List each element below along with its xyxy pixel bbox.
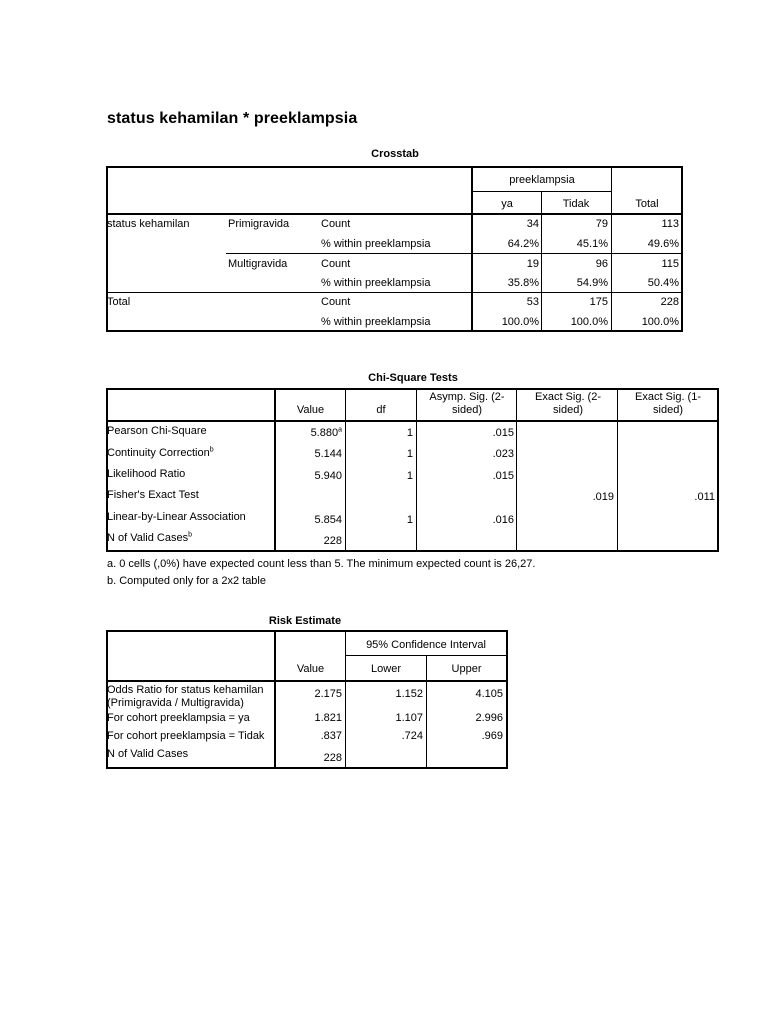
cell-value: 100.0% — [641, 316, 679, 328]
col-group-header: preeklampsia — [509, 174, 575, 186]
risk-label: N of Valid Cases — [107, 748, 189, 760]
cell-value: .011 — [694, 491, 715, 503]
test-label: Fisher's Exact Test — [107, 489, 199, 501]
cell-value: 228 — [660, 296, 679, 308]
col-header-df: df — [376, 404, 386, 416]
col-header-exact2: Exact Sig. (2-sided) — [534, 391, 602, 416]
col-header-value: Value — [296, 663, 325, 675]
stat-label: Count — [321, 258, 351, 270]
col-header-total: Total — [635, 198, 659, 210]
cell-value: 113 — [661, 218, 679, 230]
footnote-a: a. 0 cells (,0%) have expected count less than 5. The minimum expected count is 26,27. — [107, 558, 536, 570]
test-label: N of Valid Cases$^b$ — [107, 531, 193, 544]
cell-value: 35.8% — [507, 277, 539, 289]
cell-value: 5.854 — [314, 514, 342, 526]
cell-value: .023 — [492, 448, 514, 460]
row-var-label: status kehamilan — [107, 218, 190, 230]
cell-value: .015 — [492, 470, 514, 482]
col-header-tidak: Tidak — [562, 198, 590, 210]
crosstab-caption: Crosstab — [371, 148, 419, 160]
cell-value: 1 — [406, 470, 413, 482]
cell-value: 175 — [589, 296, 608, 308]
test-label: Pearson Chi-Square — [107, 425, 207, 437]
stat-label: % within preeklampsia — [321, 277, 431, 289]
cell-value: 228 — [323, 752, 342, 764]
risk-label: Odds Ratio for status kehamilan — [107, 684, 264, 696]
cell-value: 228 — [323, 535, 342, 547]
cell-value: 64.2% — [507, 238, 539, 250]
col-header-upper: Upper — [451, 663, 482, 675]
cell-value: .724 — [401, 730, 423, 742]
stat-label: % within preeklampsia — [321, 316, 431, 328]
cell-value: 2.996 — [475, 712, 503, 724]
risk-caption: Risk Estimate — [268, 615, 342, 627]
col-header-ya: ya — [501, 198, 513, 210]
stat-label: % within preeklampsia — [321, 238, 431, 250]
cell-value: .015 — [492, 427, 514, 439]
risk-label-cont: (Primigravida / Multigravida) — [107, 697, 244, 709]
cell-value: 4.105 — [475, 688, 503, 700]
cell-value: 19 — [526, 258, 539, 270]
total-label: Total — [107, 296, 131, 308]
cell-value: 115 — [661, 258, 679, 270]
cell-value: 54.9% — [576, 277, 608, 289]
cell-value: .837 — [320, 730, 342, 742]
cell-value: 5.144 — [314, 448, 342, 460]
cell-value: 2.175 — [314, 688, 342, 700]
test-label: Likelihood Ratio — [107, 468, 186, 480]
cell-value: 100.0% — [570, 316, 608, 328]
col-header-value: Value — [296, 404, 325, 416]
risk-label: For cohort preeklampsia = ya — [107, 712, 250, 724]
cell-value: 50.4% — [647, 277, 679, 289]
cell-value: 53 — [526, 296, 539, 308]
group-label: Primigravida — [228, 218, 290, 230]
risk-label: For cohort preeklampsia = Tidak — [107, 730, 265, 742]
cell-value: 96 — [595, 258, 608, 270]
cell-value: 79 — [595, 218, 608, 230]
cell-value: 49.6% — [647, 238, 679, 250]
col-header-asymp: Asymp. Sig. (2-sided) — [429, 391, 505, 416]
cell-value: 45.1% — [576, 238, 608, 250]
col-header-lower: Lower — [371, 663, 401, 675]
chisq-caption: Chi-Square Tests — [368, 372, 458, 384]
cell-value: 1.821 — [314, 712, 342, 724]
ci-header: 95% Confidence Interval — [366, 639, 486, 651]
cell-value: .016 — [492, 514, 514, 526]
cell-value: 1 — [406, 514, 413, 526]
cell-value: 1.152 — [395, 688, 423, 700]
cell-value: 1.107 — [395, 712, 423, 724]
cell-value: 100.0% — [501, 316, 539, 328]
col-header-exact1: Exact Sig. (1-sided) — [634, 391, 702, 416]
test-label: Continuity Correction$^b$ — [107, 446, 214, 459]
group-label: Multigravida — [228, 258, 288, 270]
test-label: Linear-by-Linear Association — [107, 511, 246, 523]
footnote-b: b. Computed only for a 2x2 table — [107, 575, 266, 587]
cell-value: .019 — [592, 491, 614, 503]
cell-value: 5.880$^a$ — [310, 426, 342, 439]
stat-label: Count — [321, 218, 351, 230]
cell-value: 1 — [406, 427, 413, 439]
cell-value: .969 — [481, 730, 503, 742]
page-title: status kehamilan * preeklampsia — [107, 110, 358, 127]
cell-value: 34 — [526, 218, 539, 230]
cell-value: 5.940 — [314, 470, 342, 482]
stat-label: Count — [321, 296, 351, 308]
cell-value: 1 — [406, 448, 413, 460]
